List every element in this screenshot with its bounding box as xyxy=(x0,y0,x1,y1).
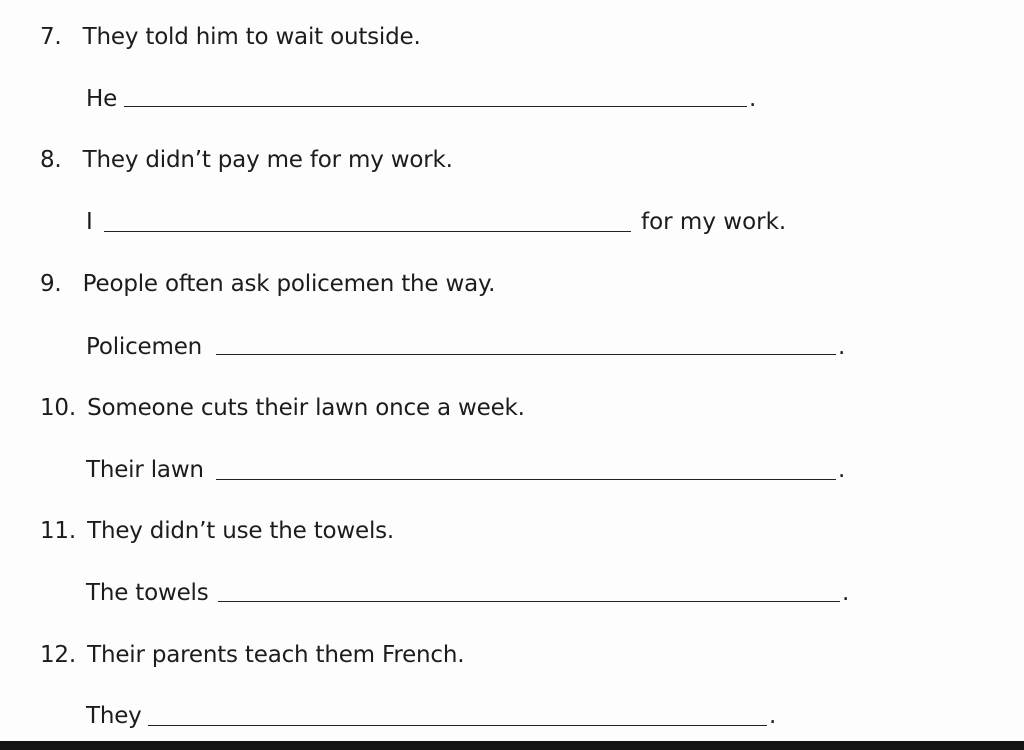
answer-start: They xyxy=(86,703,142,729)
answer-start: Policemen xyxy=(86,334,203,360)
answer-blank-9[interactable] xyxy=(216,354,836,355)
bottom-border xyxy=(0,741,1024,750)
item-sentence: They didn’t use the towels. xyxy=(87,518,395,544)
answer-start: The towels xyxy=(86,580,209,606)
answer-end: . xyxy=(838,457,846,483)
item-sentence: They didn’t pay me for my work. xyxy=(82,147,453,173)
answer-end: . xyxy=(749,86,757,112)
exercise-item-12 xyxy=(40,640,464,670)
answer-start: Their lawn xyxy=(86,457,204,483)
item-sentence: People often ask policemen the way. xyxy=(82,271,496,297)
answer-blank-7[interactable] xyxy=(124,106,747,107)
item-number: 12. xyxy=(40,642,76,668)
item-number: 10. xyxy=(40,395,76,421)
answer-start: I xyxy=(86,209,93,235)
item-number: 11. xyxy=(40,518,76,544)
answer-end: . xyxy=(842,580,850,606)
exercise-item-7 xyxy=(40,22,421,52)
answer-blank-11[interactable] xyxy=(218,601,840,602)
item-sentence: Their parents teach them French. xyxy=(87,642,465,668)
exercise-item-9 xyxy=(40,269,495,299)
item-sentence: They told him to wait outside. xyxy=(82,24,421,50)
answer-blank-12[interactable] xyxy=(148,725,767,726)
answer-end: . xyxy=(769,703,777,729)
exercise-item-11 xyxy=(40,516,394,546)
answer-end: . xyxy=(838,334,846,360)
item-number: 8. xyxy=(40,147,62,173)
answer-blank-10[interactable] xyxy=(216,479,836,480)
item-sentence: Someone cuts their lawn once a week. xyxy=(87,395,525,421)
exercise-item-10 xyxy=(40,393,525,423)
item-number: 7. xyxy=(40,24,62,50)
answer-start: He xyxy=(86,86,118,112)
answer-end: for my work. xyxy=(641,209,787,235)
exercise-item-8 xyxy=(40,145,453,175)
item-number: 9. xyxy=(40,271,62,297)
answer-blank-8[interactable] xyxy=(104,231,631,232)
